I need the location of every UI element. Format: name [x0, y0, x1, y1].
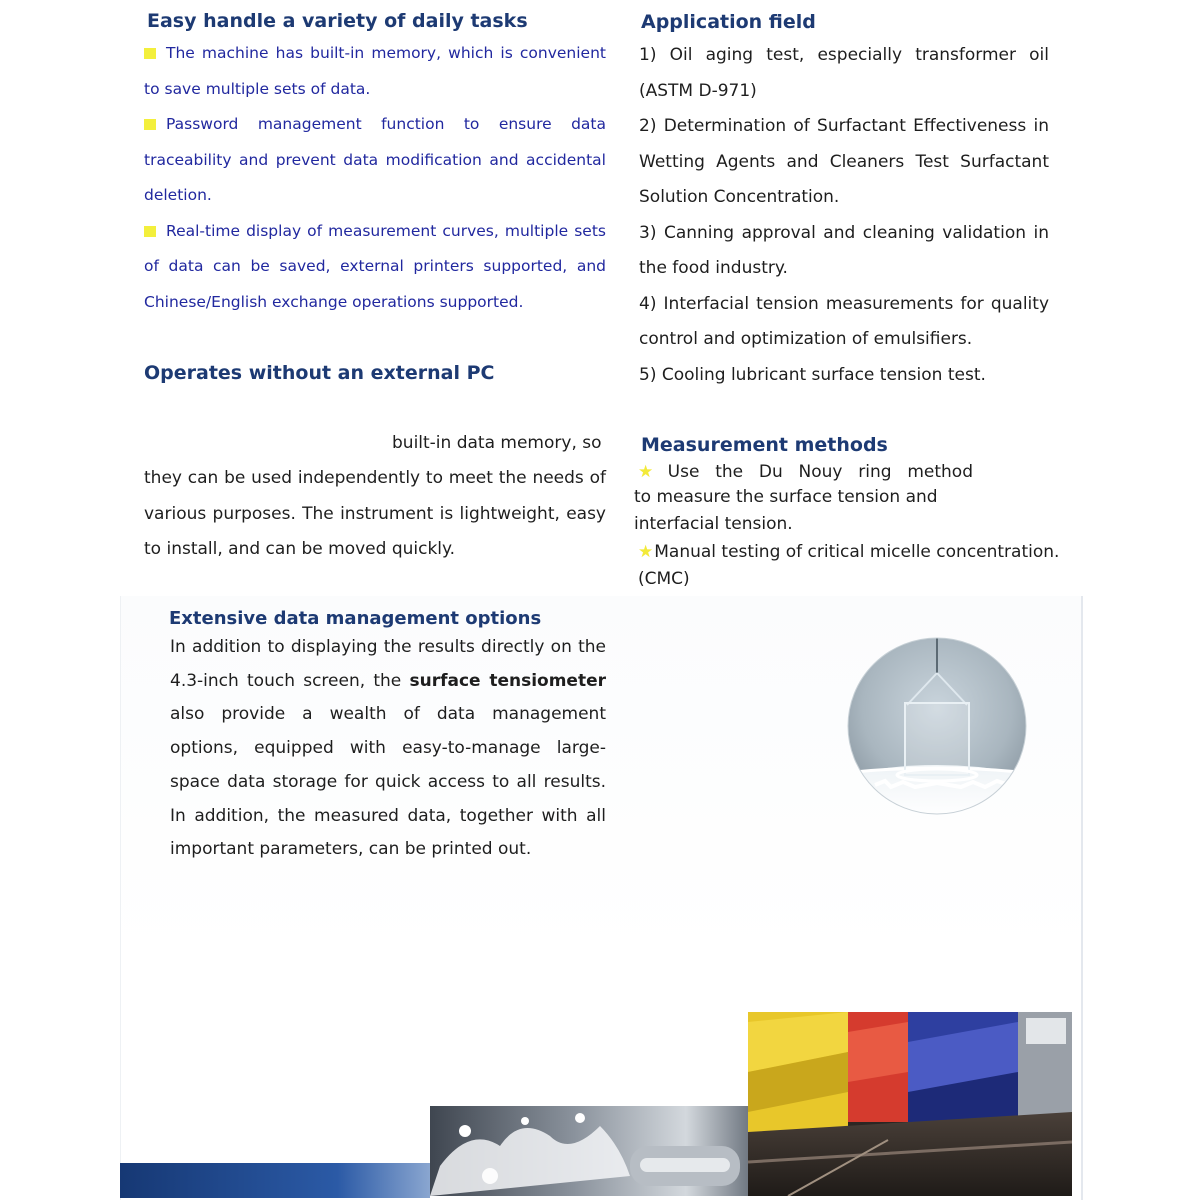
- tasks-title: Easy handle a variety of daily tasks: [147, 10, 528, 32]
- tasks-bullet-3-text: Real-time display of measurement curves, multiple sets of data can be saved, external printers supported, and Chinese/English exchange operations supported.: [144, 221, 606, 311]
- application-item-3: 3) Canning approval and cleaning validation in the food industry.: [639, 222, 1049, 278]
- methods-item-2: [638, 539, 1063, 593]
- tasks-list: [144, 36, 606, 320]
- application-item-1: 1) Oil aging test, especially transformer oil (ASTM D-971): [639, 45, 1049, 101]
- tasks-bullet-3: [144, 214, 606, 321]
- standalone-body: they can be used independently to meet the needs of various purposes. The instrument is lightweight, easy to install, and can be moved quickly.: [144, 468, 606, 559]
- standalone-lead-fragment: built-in data memory, so: [392, 433, 602, 453]
- application-item-2: 2) Determination of Surfactant Effectiveness in Wetting Agents and Cleaners Test Surfactant Solution Concentration.: [639, 116, 1049, 207]
- liquid-splash-photo: [430, 1106, 750, 1196]
- footer-bar: [120, 1163, 430, 1198]
- yellow-square-bullet-icon: [144, 48, 156, 59]
- du-nouy-ring-photo: [845, 635, 1029, 817]
- data-management-title: Extensive data management options: [169, 608, 542, 629]
- tasks-bullet-1: [144, 36, 606, 107]
- application-title: Application field: [641, 11, 816, 33]
- colored-brushes-photo: [748, 1012, 1072, 1196]
- application-item-4: 4) Interfacial tension measurements for quality control and optimization of emulsifiers.: [639, 293, 1049, 349]
- data-management-body-part1: In addition to displaying the results directly on the 4.3-inch touch screen, the: [170, 637, 606, 691]
- yellow-star-bullet-icon: ★: [638, 542, 654, 562]
- yellow-square-bullet-icon: [144, 226, 156, 237]
- application-item-5: 5) Cooling lubricant surface tension test.: [639, 364, 986, 385]
- standalone-title: Operates without an external PC: [144, 362, 495, 384]
- methods-item-1-line-1-text: Use the Du Nouy ring method: [667, 462, 973, 482]
- tasks-bullet-1-text: The machine has built-in memory, which is convenient to save multiple sets of data.: [144, 44, 606, 98]
- data-management-body-bold: surface tensiometer: [409, 670, 606, 691]
- data-management-body-part2: also provide a wealth of data management options, equipped with easy-to-manage large-space data storage for quick access to all results. In addition, the measured data, together with all important parameters, can be printed out.: [170, 704, 606, 860]
- application-list: [639, 38, 1049, 393]
- yellow-square-bullet-icon: [144, 119, 156, 130]
- data-management-body: [170, 631, 606, 867]
- tasks-bullet-2-text: Password management function to ensure data traceability and prevent data modification and accidental deletion.: [144, 115, 606, 204]
- methods-item-1-rest: to measure the surface tension and interfacial tension.: [634, 487, 938, 534]
- methods-title: Measurement methods: [641, 434, 888, 456]
- tasks-bullet-2: [144, 107, 606, 214]
- methods-item-1-line-1: [638, 459, 973, 486]
- yellow-star-bullet-icon: ★: [638, 462, 664, 482]
- methods-item-2-text: Manual testing of critical micelle concentration. (CMC): [638, 542, 1060, 589]
